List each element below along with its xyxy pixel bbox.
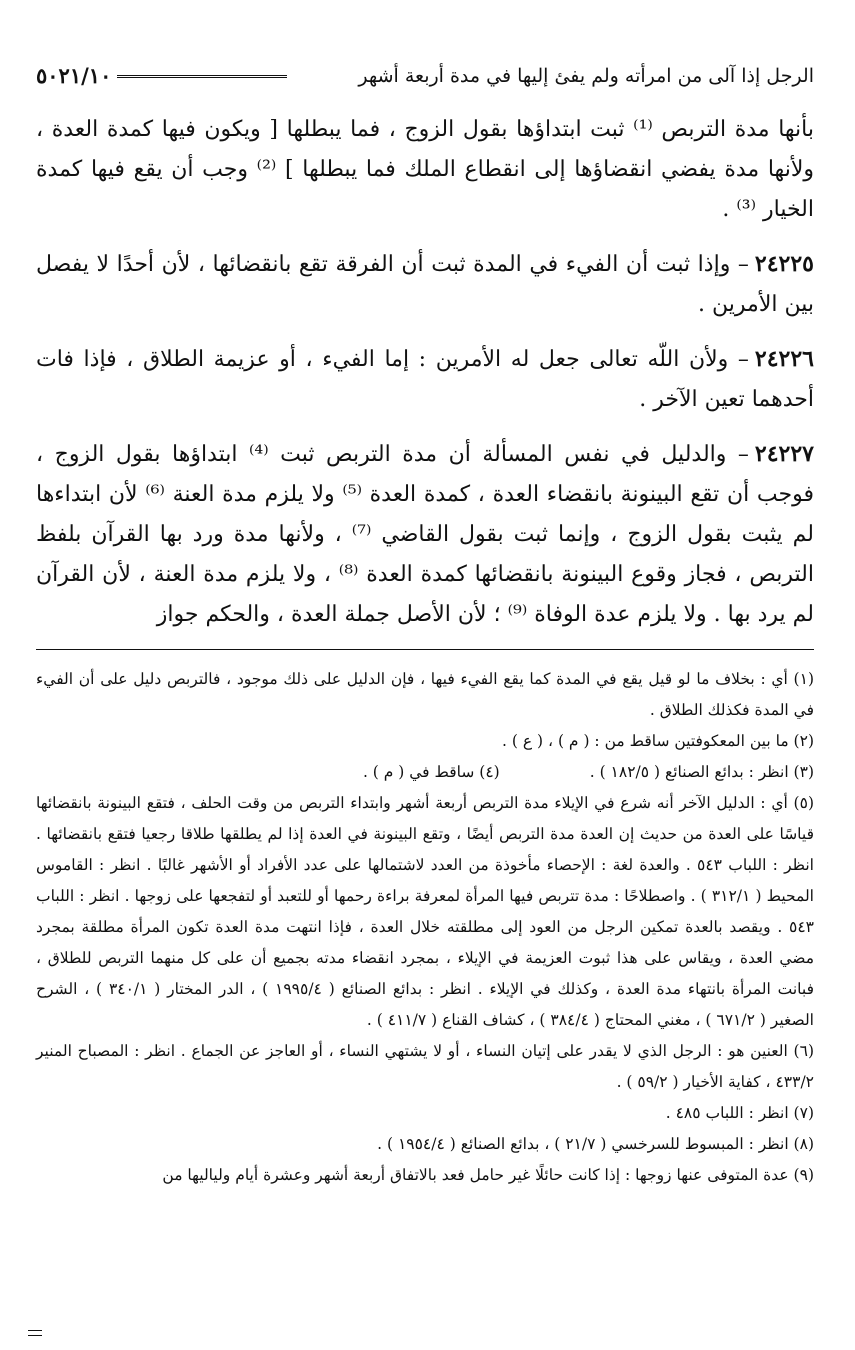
paragraph-text: – وإذا ثبت أن الفيء في المدة ثبت أن الفرقة تقع بانقضائها ، لأن أحدًا لا يفصل بين الأمرين .: [36, 252, 814, 317]
paragraph-1: بأنها مدة التربص ⁽¹⁾ ثبت ابتداؤها بقول الزوج ، فما يبطلها [ ويكون فيها كمدة العدة ، ولأنها مدة يفضي انقضاؤها إلى انقطاع الملك فما يبطلها ] ⁽²⁾ وجب أن يقع فيها كمدة الخيار ⁽³⁾ .: [36, 117, 815, 222]
paragraph-24225: [36, 244, 814, 325]
paragraph-24227: [36, 434, 814, 635]
paragraph-number: ٢٤٢٢٥: [754, 251, 814, 277]
paragraph-text: – ولأن اللّه تعالى جعل له الأمرين : إما الفيء ، أو عزيمة الطلاق ، فإذا فات أحدهما تعين الآخر .: [36, 347, 814, 412]
paragraph-number: ٢٤٢٢٦: [754, 346, 814, 372]
running-head-code-group: [36, 56, 287, 96]
footnote-8: (٨) انظر : المبسوط للسرخسي ( ٢١/٧ ) ، بدائع الصنائع ( ١٩٥٤/٤ ) .: [377, 1135, 814, 1153]
running-head-title: الرجل إذا آلى من امرأته ولم يفئ إليها في مدة أربعة أشهر: [358, 65, 814, 87]
footnote-3: (٣) انظر : بدائع الصنائع ( ١٨٢/٥ ) .: [589, 763, 814, 781]
footnotes: [36, 664, 814, 1191]
footnote-9: (٩) عدة المتوفى عنها زوجها : إذا كانت حائلًا غير حامل فعد بالاتفاق أربعة أشهر وعشرة أيام ولياليها من: [162, 1166, 814, 1184]
running-head: [36, 56, 814, 96]
footnote-2: (٢) ما بين المعكوفتين ساقط من : ( م ) ، ( ع ) .: [502, 732, 814, 750]
main-text: [36, 110, 814, 635]
paragraph-text: – والدليل في نفس المسألة أن مدة التربص ثبت ⁽⁴⁾ ابتداؤها بقول الزوج ، فوجب أن تقع البينونة بانقضاء العدة ، كمدة العدة ⁽⁵⁾ ولا يلزم مدة العنة ⁽⁶⁾ لأن ابتداءها لم يثبت بقول الزوج ، وإنما ثبت بقول القاضي ⁽⁷⁾ ، ولأنها مدة ورد بها القرآن بلفظ التربص ، فجاز وقوع البينونة بانقضائها كمدة العدة ⁽⁸⁾ ، ولا يلزم مدة العنة ، لأن القرآن لم يرد بها . ولا يلزم عدة الوفاة ⁽⁹⁾ ؛ لأن الأصل جملة العدة ، والحكم جواز: [36, 442, 814, 627]
continuation-mark: [28, 1330, 42, 1336]
paragraph-number: ٢٤٢٢٧: [754, 441, 814, 467]
footnote-4: (٤) ساقط في ( م ) .: [362, 763, 500, 781]
volume-page-code: ٥٠٢١/١٠: [36, 63, 112, 88]
running-head-rule: [117, 75, 287, 78]
page: [36, 56, 814, 1191]
footnote-separator: [36, 649, 814, 650]
footnote-7: (٧) انظر : اللباب ٤٨٥ .: [665, 1104, 814, 1122]
footnote-row-3-4: [36, 757, 814, 788]
footnote-1: (١) أي : بخلاف ما لو قيل يقع في المدة كما يقع الفيء فيها ، فإن الدليل على ذلك موجود ، فالتربص دليل على أن الفيء في المدة فكذلك الطلاق .: [36, 670, 814, 719]
footnote-5: (٥) أي : الدليل الآخر أنه شرع في الإيلاء مدة التربص أربعة أشهر وابتداء التربص من وقت الحلف ، فتقع البينونة بانقضائها قياسًا على العدة من حديث إن العدة مدة التربص أيضًا ، وتقع البينونة في العدة إذا لم يطلقها طلاقا رجعيا فتقع بانقضائها . انظر : اللباب ٥٤٣ . والعدة لغة : الإحصاء مأخوذة من العدد لاشتمالها على عدد الأفراد أو الأشهر غالبًا . انظر : القاموس المحيط ( ٣١٢/١ ) . واصطلاحًا : مدة تتربص فيها المرأة لمعرفة براءة رحمها أو للتعبد أو لتفجعها على زوجها . انظر : اللباب ٥٤٣ . ويقصد بالعدة تمكين الرجل من العود إلى مطلقته خلال العدة ، فإذا انتهت مدة العدة تكون المرأة مطلقة بمجرد مضي العدة ، ويقاس على هذا ثبوت العزيمة في الإيلاء ، بمجرد انقضاء مدته بجميع أن على كل منهما التربص للطلاق ، فبانت المرأة بانتهاء مدة العدة ، وكذلك في الإيلاء . انظر : بدائع الصنائع ( ١٩٩٥/٤ ) ، الدر المختار ( ٣٤٠/١ ) ، الشرح الصغير ( ٦٧١/٢ ) ، مغني المحتاج ( ٣٨٤/٤ ) ، كشاف القناع ( ٤١١/٧ ) .: [36, 794, 814, 1029]
footnote-6: (٦) العنين هو : الرجل الذي لا يقدر على إتيان النساء ، أو لا يشتهي النساء ، أو العاجز عن الجماع . انظر : المصباح المنير ٤٣٣/٢ ، كفاية الأخيار ( ٥٩/٢ ) .: [36, 1042, 814, 1091]
paragraph-24226: [36, 339, 814, 420]
